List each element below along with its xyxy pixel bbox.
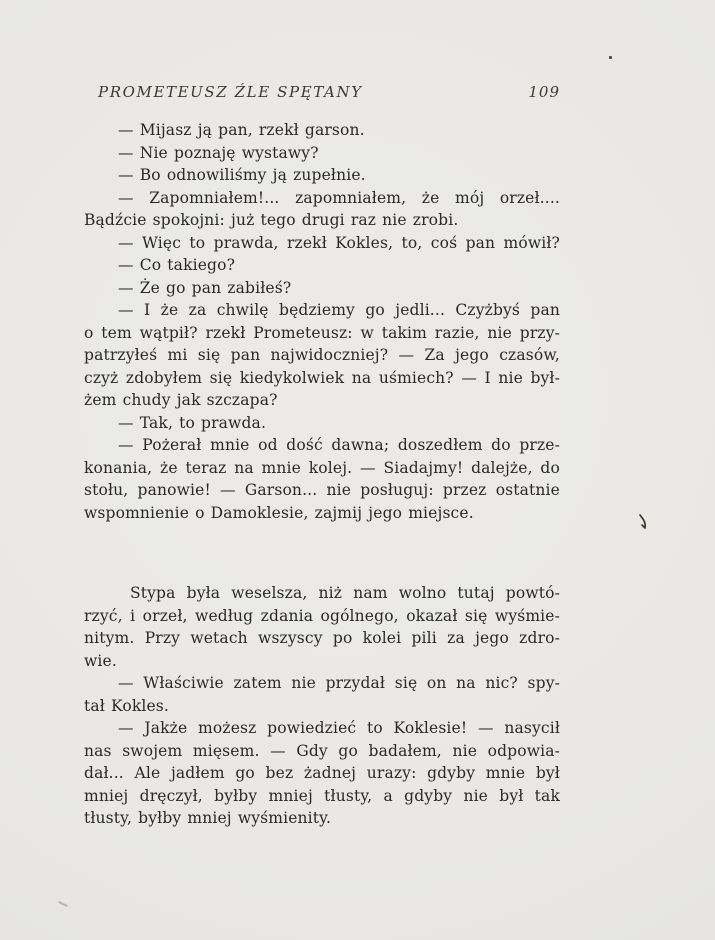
- text-line: — Jakże możesz powiedzieć to Koklesie! — nasycił: [118, 719, 560, 737]
- text-line: żem chudy jak szczapa?: [84, 391, 278, 409]
- text-line: — Właściwie zatem nie przydał się on na nic? spy-: [118, 674, 560, 692]
- text-line: — Nie poznaję wystawy?: [118, 143, 319, 162]
- text-line: — Pożerał mnie od dość dawna; doszedłem do prze-: [118, 436, 560, 454]
- text-line: Stypa była weselsza, niż nam wolno tutaj powtó-: [130, 584, 560, 602]
- scratch-artifact: [58, 901, 68, 907]
- text-line: rzyć, i orzeł, według zdania ogólnego, okazał się wyśmie-: [84, 606, 560, 625]
- text-line: tłusty, byłby mniej wyśmienity.: [84, 809, 332, 827]
- text-line: — Tak, to prawda.: [118, 413, 267, 432]
- text-line: czyż zdobyłem się kiedykolwiek na uśmiech? — I nie był-: [84, 368, 560, 387]
- text-block-dialogue: [84, 119, 560, 524]
- text-line: — Że go pan zabiłeś?: [118, 278, 292, 297]
- text-line: o tem wątpił? rzekł Prometeusz: w takim razie, nie przy-: [84, 323, 560, 342]
- text-line: nitym. Przy wetach wszyscy po kolei pili za jego zdro-: [84, 629, 560, 647]
- running-title: PROMETEUSZ ŹLE SPĘTANY: [98, 83, 363, 101]
- text-block-narrative: [84, 582, 560, 830]
- text-line: wie.: [84, 651, 117, 670]
- text-line: — Bo odnowiliśmy ją zupełnie.: [118, 166, 366, 184]
- text-line: patrzyłeś mi się pan najwidoczniej? — Za jego czasów,: [84, 346, 560, 364]
- text-line: — Mijasz ją pan, rzekł garson.: [118, 121, 365, 139]
- speck-artifact: [609, 56, 612, 59]
- text-line: — I że za chwilę będziemy go jedli... Czyżbyś pan: [118, 301, 560, 319]
- text-line: — Zapomniałem!... zapomniałem, że mój orzeł....: [118, 188, 560, 207]
- text-line: wspomnienie o Damoklesie, zajmij jego miejsce.: [84, 503, 474, 522]
- text-line: — Więc to prawda, rzekł Kokles, to, coś pan mówił?: [118, 233, 560, 252]
- text-line: stołu, panowie! — Garson... nie posługuj: przez ostatnie: [84, 481, 560, 499]
- text-line: konania, że teraz na mnie kolej. — Siadajmy! dalejże, do: [84, 458, 560, 477]
- ink-mark: [638, 514, 650, 532]
- text-line: Bądźcie spokojni: już tego drugi raz nie zrobi.: [84, 211, 459, 229]
- running-head: [98, 83, 560, 101]
- text-line: dał... Ale jadłem go bez żadnej urazy: gdyby mnie był: [84, 764, 560, 782]
- text-line: tał Kokles.: [84, 696, 169, 715]
- page-number: 109: [528, 83, 560, 101]
- text-line: nas swojem mięsem. — Gdy go badałem, nie odpowia-: [84, 741, 560, 760]
- text-line: mniej dręczył, byłby mniej tłusty, a gdyby nie był tak: [84, 786, 560, 805]
- text-line: — Co takiego?: [118, 256, 236, 274]
